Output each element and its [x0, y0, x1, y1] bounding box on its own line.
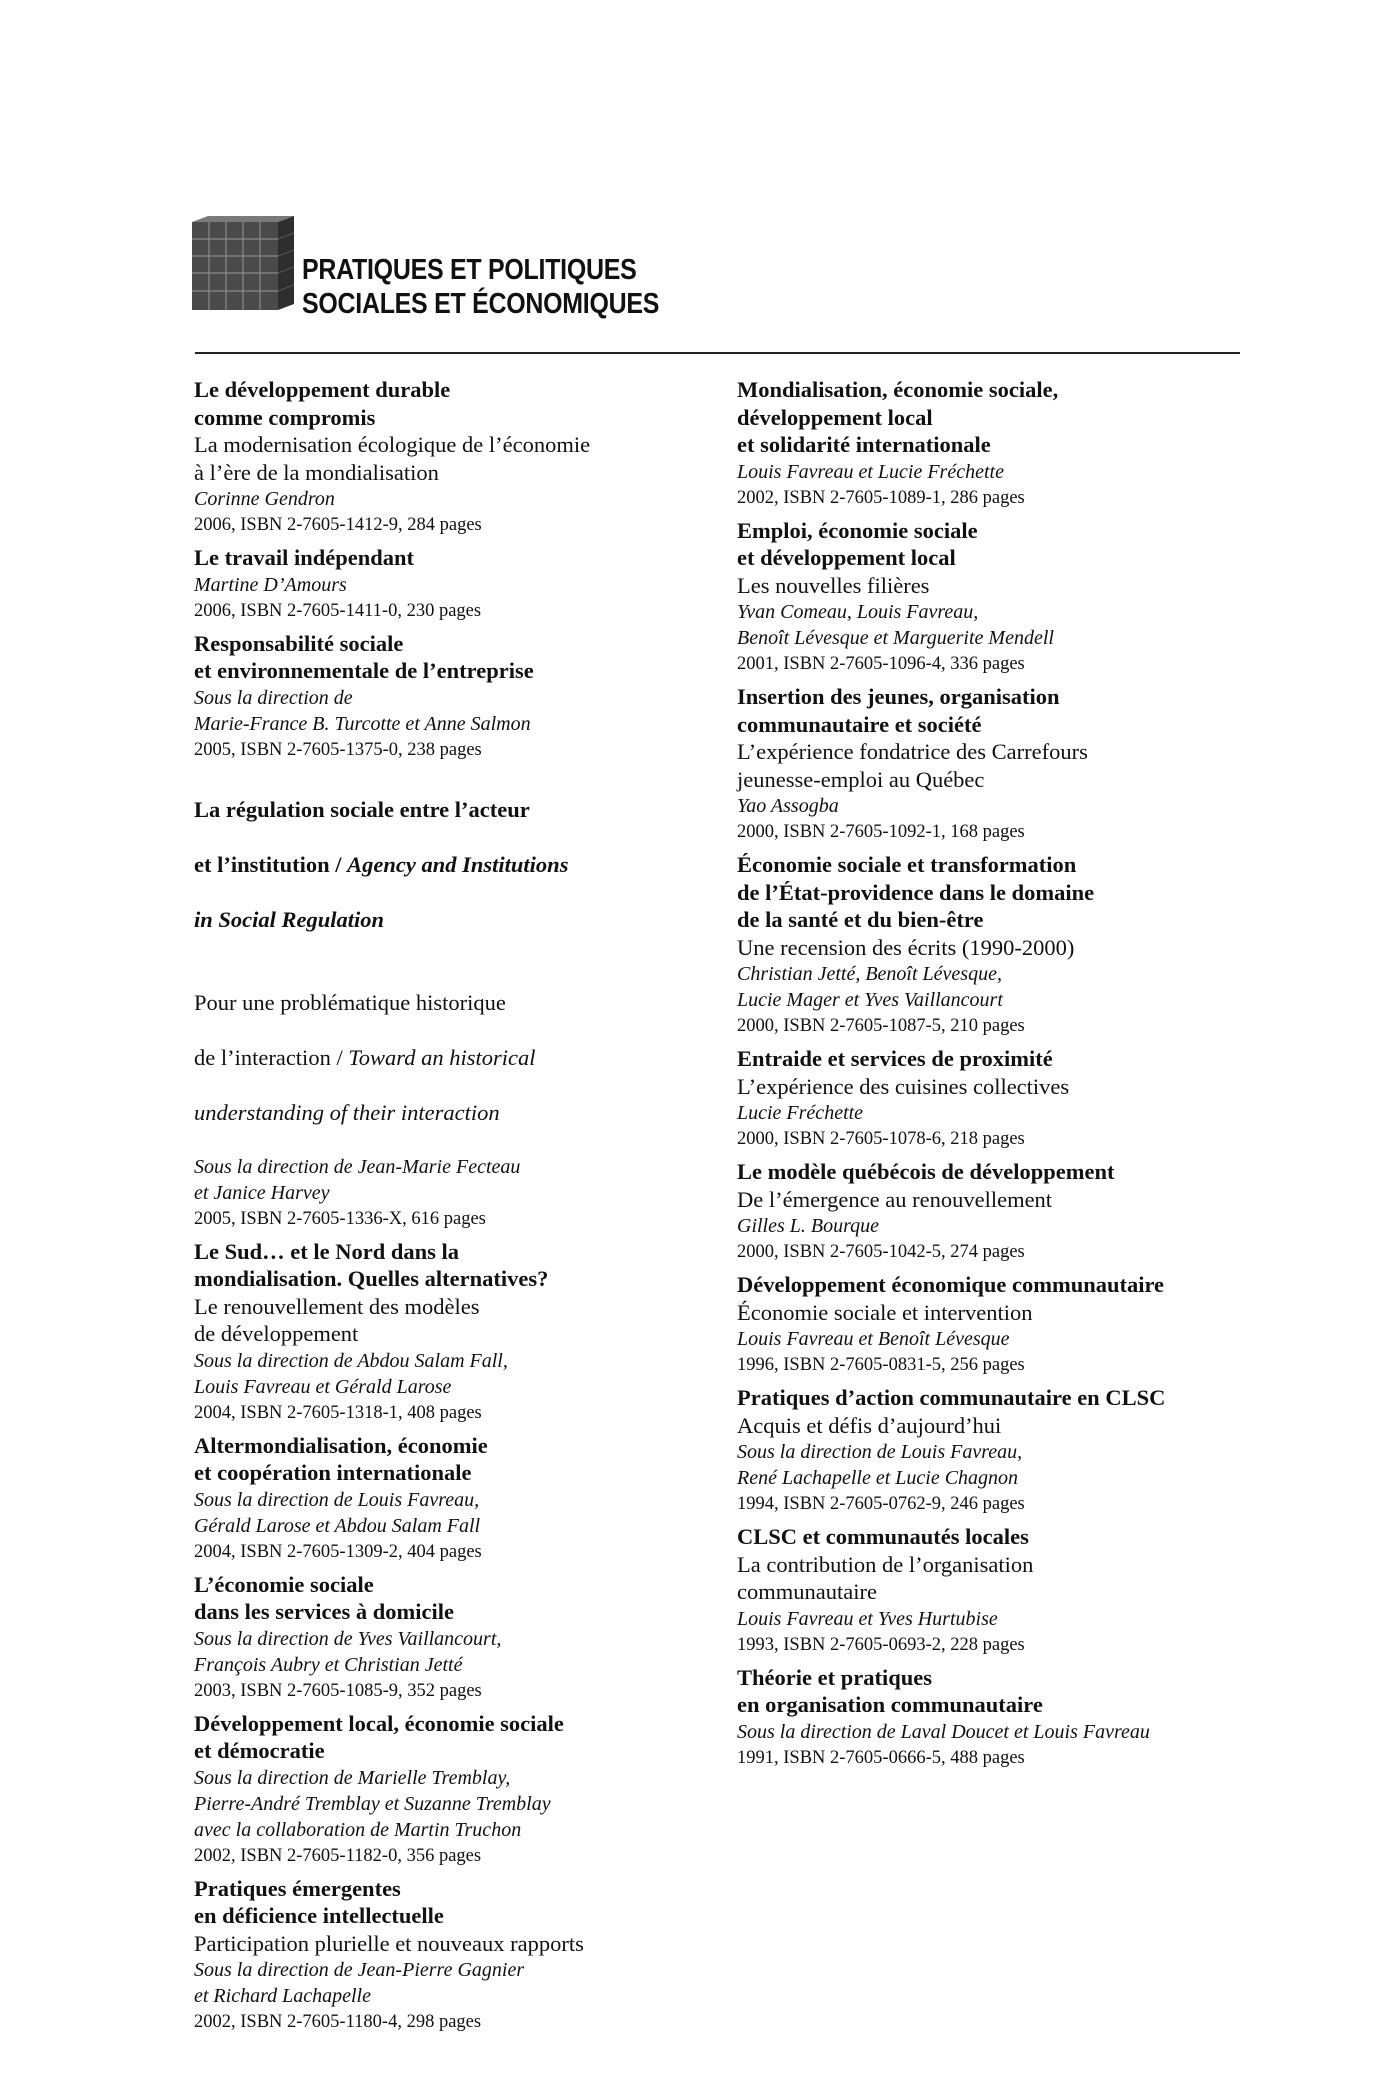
- book-title-fragment: et l’institution /: [194, 852, 348, 877]
- book-meta: 2000, ISBN 2-7605-1092-1, 168 pages: [737, 822, 1025, 842]
- catalog-column-left: [194, 376, 754, 2041]
- book-authors: Sous la direction de Louis Favreau, René Lachapelle et Lucie Chagnon: [737, 1441, 1023, 1489]
- book-authors: Christian Jetté, Benoît Lévesque, Lucie Mager et Yves Vaillancourt: [737, 963, 1003, 1011]
- book-title-english: in Social Regulation: [194, 907, 385, 932]
- book-entry: [194, 376, 754, 539]
- book-subtitle-english: Toward an historical: [348, 1044, 536, 1070]
- book-subtitle: Économie sociale et intervention: [737, 1299, 1033, 1325]
- book-title: Insertion des jeunes, organisation communautaire et société: [737, 684, 1060, 737]
- book-entry: [737, 376, 1297, 512]
- book-subtitle: [194, 961, 754, 1154]
- book-entry: [737, 1045, 1297, 1153]
- book-meta: 2004, ISBN 2-7605-1309-2, 404 pages: [194, 1541, 482, 1562]
- book-subtitle: Les nouvelles filières: [737, 572, 930, 598]
- book-authors: Sous la direction de Marielle Tremblay, Pierre-André Tremblay et Suzanne Tremblay avec la collaboration de Martin Truchon: [194, 1766, 551, 1841]
- book-meta: 2002, ISBN 2-7605-1089-1, 286 pages: [737, 487, 1025, 508]
- book-authors: Sous la direction de Yves Vaillancourt, François Aubry et Christian Jetté: [194, 1627, 502, 1676]
- book-authors: Martine D’Amours: [194, 573, 347, 596]
- book-entry: [194, 769, 754, 1233]
- book-entry: [737, 517, 1297, 679]
- book-title: Le travail indépendant: [194, 545, 415, 570]
- book-subtitle: Une recension des écrits (1990-2000): [737, 934, 1075, 960]
- book-title: Développement local, économie sociale et démocratie: [194, 1710, 564, 1763]
- book-meta: 2002, ISBN 2-7605-1182-0, 356 pages: [194, 1845, 482, 1866]
- book-subtitle: Acquis et défis d’aujourd’hui: [737, 1412, 1002, 1438]
- book-subtitle-line: [194, 1044, 754, 1072]
- book-title-line: La régulation sociale entre l’acteur: [194, 797, 530, 822]
- book-subtitle: L’expérience des cuisines collectives: [737, 1073, 1070, 1099]
- book-authors: Corinne Gendron: [194, 488, 335, 510]
- book-title: CLSC et communautés locales: [737, 1524, 1029, 1549]
- book-entry: [194, 1238, 754, 1427]
- book-meta: 1993, ISBN 2-7605-0693-2, 228 pages: [737, 1634, 1025, 1655]
- book-entry: [194, 1432, 754, 1566]
- header-divider: [195, 352, 1240, 354]
- book-stack-cube-icon: [192, 214, 294, 316]
- book-meta: 1994, ISBN 2-7605-0762-9, 246 pages: [737, 1494, 1025, 1514]
- book-title-line: [194, 906, 754, 934]
- book-entry: [194, 1875, 754, 2037]
- book-authors: Louis Favreau et Yves Hurtubise: [737, 1607, 998, 1630]
- book-entry: [737, 1158, 1297, 1266]
- book-entry: [737, 1271, 1297, 1379]
- book-entry: [737, 851, 1297, 1040]
- book-authors: Sous la direction de Marie-France B. Turcotte et Anne Salmon: [194, 686, 531, 735]
- book-title-english: Agency and Institutions: [347, 852, 569, 877]
- book-entry: [737, 1384, 1297, 1518]
- book-meta: 2005, ISBN 2-7605-1375-0, 238 pages: [194, 739, 482, 760]
- book-title: Théorie et pratiques en organisation communautaire: [737, 1664, 1043, 1717]
- book-meta: 2006, ISBN 2-7605-1412-9, 284 pages: [194, 515, 482, 535]
- book-entry: [737, 1664, 1297, 1772]
- book-authors: Sous la direction de Laval Doucet et Louis Favreau: [737, 1720, 1150, 1743]
- book-authors: Sous la direction de Abdou Salam Fall, Louis Favreau et Gérald Larose: [194, 1349, 508, 1398]
- book-title: Altermondialisation, économie et coopération internationale: [194, 1432, 488, 1485]
- series-title-line-1: PRATIQUES ET POLITIQUES: [302, 254, 637, 286]
- book-meta: 2002, ISBN 2-7605-1180-4, 298 pages: [194, 2012, 482, 2032]
- book-entry: [737, 1523, 1297, 1659]
- book-meta: 2000, ISBN 2-7605-1078-6, 218 pages: [737, 1129, 1025, 1149]
- book-authors: Yao Assogba: [737, 795, 839, 817]
- catalog-column-right: [737, 376, 1297, 1777]
- book-title: Pratiques d’action communautaire en CLSC: [737, 1385, 1166, 1410]
- book-subtitle: De l’émergence au renouvellement: [737, 1186, 1053, 1212]
- book-meta: 2000, ISBN 2-7605-1042-5, 274 pages: [737, 1242, 1025, 1262]
- book-entry: [737, 683, 1297, 846]
- book-subtitle: L’expérience fondatrice des Carrefours jeunesse-emploi au Québec: [737, 739, 1088, 792]
- series-title: [302, 253, 659, 321]
- book-meta: 1996, ISBN 2-7605-0831-5, 256 pages: [737, 1355, 1025, 1375]
- book-title: Le modèle québécois de développement: [737, 1159, 1115, 1184]
- book-title: Le développement durable comme compromis: [194, 377, 451, 430]
- book-authors: Louis Favreau et Benoît Lévesque: [737, 1328, 1010, 1350]
- book-meta: 2001, ISBN 2-7605-1096-4, 336 pages: [737, 654, 1025, 674]
- book-title: Emploi, économie sociale et développement local: [737, 517, 978, 570]
- book-entry: [194, 1710, 754, 1870]
- book-authors: Gilles L. Bourque: [737, 1215, 880, 1237]
- book-subtitle-fragment: de l’interaction /: [194, 1044, 349, 1070]
- book-authors: Lucie Fréchette: [737, 1102, 864, 1124]
- book-title: Pratiques émergentes en déficience intellectuelle: [194, 1875, 444, 1928]
- book-meta: 2003, ISBN 2-7605-1085-9, 352 pages: [194, 1680, 482, 1701]
- series-title-line-2: SOCIALES ET ÉCONOMIQUES: [302, 288, 660, 320]
- book-meta: 2004, ISBN 2-7605-1318-1, 408 pages: [194, 1402, 482, 1423]
- book-title: Développement économique communautaire: [737, 1272, 1165, 1297]
- book-title: [194, 769, 754, 962]
- book-subtitle: La contribution de l’organisation communautaire: [737, 1551, 1034, 1604]
- book-subtitle-line: Pour une problématique historique: [194, 989, 506, 1015]
- book-authors: Sous la direction de Louis Favreau, Gérald Larose et Abdou Salam Fall: [194, 1488, 481, 1537]
- book-meta: 2000, ISBN 2-7605-1087-5, 210 pages: [737, 1016, 1025, 1036]
- book-authors: Yvan Comeau, Louis Favreau, Benoît Lévesque et Marguerite Mendell: [737, 601, 1054, 649]
- book-title-line: [194, 851, 754, 879]
- book-title: Mondialisation, économie sociale, développement local et solidarité internationale: [737, 377, 1059, 457]
- book-title: Responsabilité sociale et environnementale de l’entreprise: [194, 630, 534, 683]
- book-meta: 2005, ISBN 2-7605-1336-X, 616 pages: [194, 1208, 486, 1229]
- book-authors: Louis Favreau et Lucie Fréchette: [737, 460, 1004, 483]
- book-entry: [194, 630, 754, 764]
- book-entry: [194, 1571, 754, 1705]
- book-authors: Sous la direction de Jean-Marie Fecteau et Janice Harvey: [194, 1155, 521, 1204]
- book-subtitle: Participation plurielle et nouveaux rapports: [194, 1930, 584, 1956]
- book-subtitle-english: understanding of their interaction: [194, 1099, 500, 1125]
- book-title: Entraide et services de proximité: [737, 1046, 1053, 1071]
- book-subtitle-line: [194, 1099, 754, 1127]
- book-entry: [194, 544, 754, 625]
- book-title: L’économie sociale dans les services à domicile: [194, 1571, 454, 1624]
- book-subtitle: Le renouvellement des modèles de développement: [194, 1293, 480, 1346]
- book-meta: 2006, ISBN 2-7605-1411-0, 230 pages: [194, 600, 482, 621]
- book-title: Le Sud… et le Nord dans la mondialisation. Quelles alternatives?: [194, 1238, 549, 1291]
- book-meta: 1991, ISBN 2-7605-0666-5, 488 pages: [737, 1747, 1025, 1768]
- book-authors: Sous la direction de Jean-Pierre Gagnier et Richard Lachapelle: [194, 1959, 525, 2007]
- book-subtitle: La modernisation écologique de l’économie à l’ère de la mondialisation: [194, 432, 591, 485]
- book-title: Économie sociale et transformation de l’État-providence dans le domaine de la santé et du bien-être: [737, 852, 1095, 932]
